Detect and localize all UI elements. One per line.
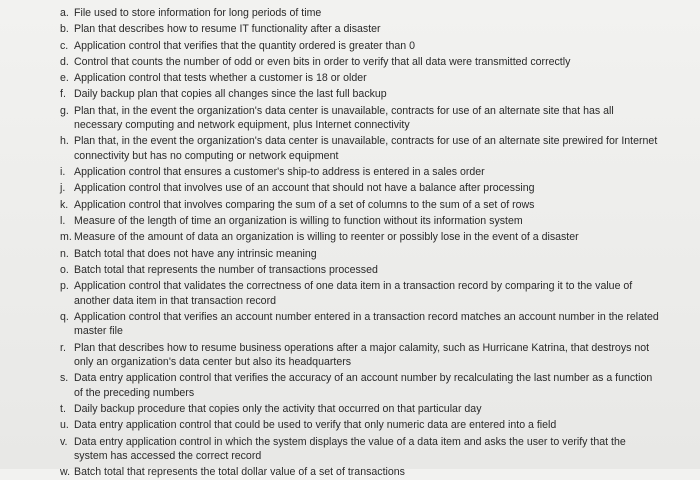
list-item-n — [60, 247, 670, 261]
item-text: File used to store information for long periods of time — [74, 7, 322, 19]
list-item-o — [60, 263, 670, 277]
item-text: Measure of the amount of data an organization is willing to reenter or possibly lose in the event of a disaster — [74, 231, 579, 244]
list-item-l — [60, 214, 670, 228]
item-text: Data entry application control in which the system displays the value of a data item and asks the user to verify that the system has accessed the correct record — [74, 435, 626, 463]
item-marker: t. — [60, 403, 66, 416]
list-item-b — [60, 22, 670, 36]
item-text: Data entry application control that verifies the accuracy of an account number by recalculating the last number as a function of the preceding numbers — [74, 372, 653, 399]
list-item-t — [60, 402, 670, 416]
item-marker: f. — [60, 88, 66, 101]
item-marker: n. — [60, 247, 69, 260]
list-item-w — [60, 465, 670, 479]
item-text: Daily backup procedure that copies only the activity that occurred on that particular day — [74, 403, 482, 416]
item-marker: e. — [60, 72, 69, 85]
item-text: Batch total that does not have any intrinsic meaning — [74, 247, 317, 260]
list-item-s — [60, 371, 670, 400]
item-text: Batch total that represents the total dollar value of a set of transactions — [74, 466, 405, 479]
item-marker: a. — [60, 7, 69, 19]
list-item-j — [60, 181, 670, 195]
item-text: Application control that validates the correctness of one data item in a transaction record by comparing it to the value of another data item in that transaction record — [74, 280, 633, 307]
item-text: Application control that involves comparing the sum of a set of columns to the sum of a set of rows — [74, 198, 535, 211]
item-marker: w. — [60, 466, 71, 479]
item-marker: o. — [60, 263, 69, 276]
item-text: Plan that, in the event the organization's data center is unavailable, contracts for use of an alternate site that has all necessary computing and network equipment, plus Internet connectivity — [74, 104, 614, 132]
item-marker: r. — [60, 341, 66, 354]
list-item-u — [60, 418, 670, 432]
item-marker: l. — [60, 215, 66, 228]
item-text: Application control that verifies that the quantity ordered is greater than 0 — [74, 39, 415, 52]
list-item-a — [60, 6, 670, 20]
item-marker: u. — [60, 419, 69, 432]
item-marker: h. — [60, 135, 69, 148]
item-marker: b. — [60, 23, 69, 36]
item-marker: s. — [60, 372, 69, 385]
item-text: Application control that ensures a customer's ship-to address is entered in a sales order — [74, 166, 485, 179]
list-item-m — [60, 230, 670, 244]
item-text: Data entry application control that could be used to verify that only numeric data are entered into a field — [74, 419, 557, 432]
item-text: Control that counts the number of odd or even bits in order to verify that all data were transmitted correctly — [74, 55, 571, 68]
list-item-e — [60, 71, 670, 85]
item-marker: k. — [60, 198, 69, 211]
list-item-p — [60, 279, 670, 308]
item-text: Application control that verifies an account number entered in a transaction record matches an account number in the related master file — [74, 310, 659, 338]
item-text: Batch total that represents the number of transactions processed — [74, 263, 378, 276]
list-item-i — [60, 165, 670, 179]
list-item-f — [60, 87, 670, 101]
item-text: Plan that, in the event the organization's data center is unavailable, contracts for use of an alternate site prewired for Internet connectivity but has no computing or network equipment — [74, 135, 658, 162]
item-marker: c. — [60, 39, 69, 52]
list-item-r — [60, 341, 670, 370]
item-marker: d. — [60, 55, 69, 68]
item-text: Daily backup plan that copies all changes since the last full backup — [74, 88, 387, 101]
item-text: Measure of the length of time an organization is willing to function without its information system — [74, 215, 523, 228]
item-marker: m. — [60, 231, 72, 244]
item-marker: j. — [60, 182, 66, 195]
list-item-q — [60, 310, 670, 339]
item-marker: q. — [60, 310, 69, 323]
item-marker: g. — [60, 104, 69, 117]
list-item-h — [60, 134, 670, 163]
item-text: Application control that tests whether a customer is 18 or older — [74, 72, 367, 85]
list-item-g — [60, 104, 670, 133]
item-text: Plan that describes how to resume business operations after a major calamity, such as Hurricane Katrina, that destroys not only an organization's data center but also its headquarters — [74, 341, 650, 369]
item-text: Plan that describes how to resume IT functionality after a disaster — [74, 23, 381, 36]
item-marker: i. — [60, 166, 66, 179]
item-marker: p. — [60, 280, 69, 293]
definition-list — [60, 6, 670, 480]
list-item-c — [60, 39, 670, 53]
list-item-v — [60, 435, 670, 464]
item-marker: v. — [60, 435, 68, 448]
item-text: Application control that involves use of an account that should not have a balance after processing — [74, 182, 535, 195]
list-item-d — [60, 55, 670, 69]
list-item-k — [60, 198, 670, 212]
